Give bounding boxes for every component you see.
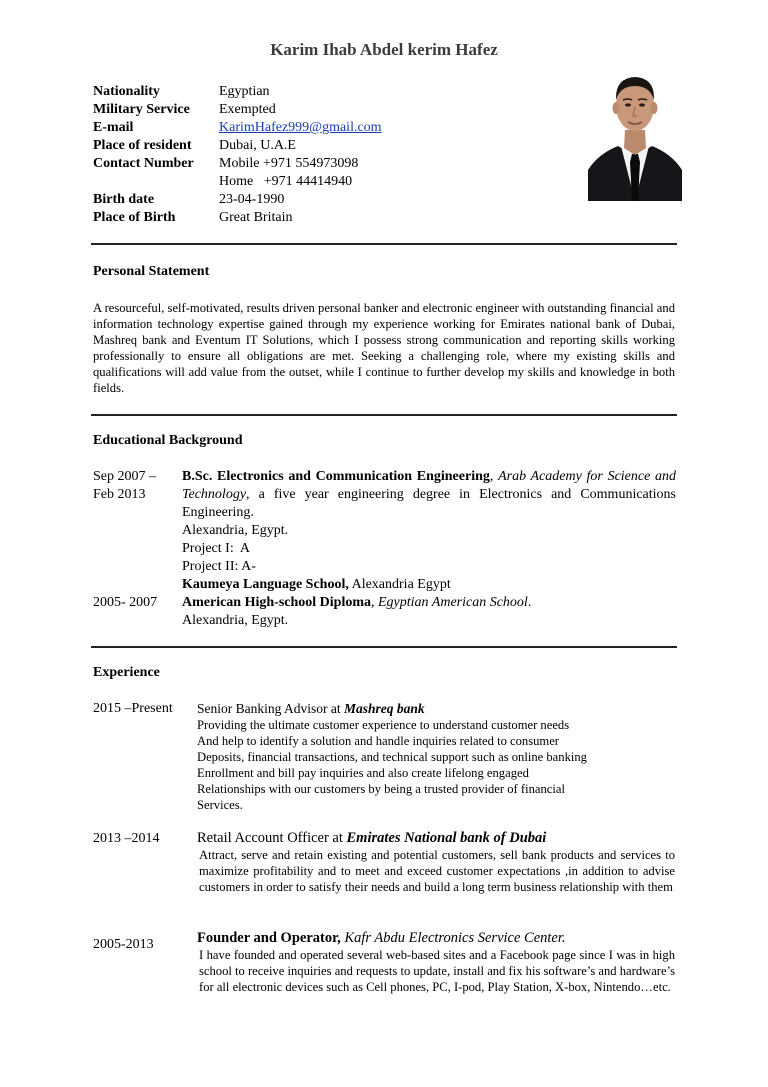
nationality-label: Nationality [93, 84, 160, 99]
education-heading: Educational Background [93, 433, 243, 448]
nationality-value: Egyptian [219, 84, 270, 99]
edu2-school: Egyptian American School [378, 595, 528, 610]
edu1-entry [182, 468, 676, 594]
portrait-illustration [588, 58, 682, 201]
edu2-date: 2005- 2007 [93, 595, 158, 610]
job1-line: Services. [197, 798, 243, 812]
edu1-location: Alexandria, Egypt. [182, 523, 289, 538]
military-value: Exempted [219, 102, 276, 117]
edu2-end: . [527, 595, 532, 610]
job1-title-line [197, 700, 677, 717]
job2-date: 2013 –2014 [93, 831, 160, 846]
job2-entry [197, 829, 675, 895]
statement-heading: Personal Statement [93, 264, 210, 279]
job1-company: Mashreq bank [344, 701, 425, 716]
edu2-location: Alexandria, Egypt. [182, 613, 289, 628]
birth-date-label: Birth date [93, 192, 155, 207]
edu2-sep: , [371, 595, 378, 610]
edu1-degree-line [182, 468, 676, 522]
edu1-project2: Project II: A- [182, 559, 256, 574]
job3-text: I have founded and operated several web-based sites and a Facebook page since I was in high school to receive inquiries and requests to update, install and fix his software’s and hardware’s for all electronic devices such as Cell phones, PC, I-pod, Play Station, X-box, Nintendo…etc. [199, 948, 675, 994]
job1-entry [197, 700, 677, 813]
job1-line: Deposits, financial transactions, and technical support such as online banking [197, 750, 587, 764]
edu1-school: Arab Academy for Science and Technology [182, 469, 677, 502]
birth-date-value: 23-04-1990 [219, 192, 285, 207]
lang-school: Kaumeya Language School, [182, 577, 349, 592]
cv-name: Karim Ihab Abdel kerim Hafez [270, 40, 498, 59]
edu1-project1: Project I: A [182, 541, 251, 556]
experience-heading: Experience [93, 665, 160, 680]
edu2-entry [182, 594, 676, 630]
lang-location: Alexandria Egypt [348, 577, 451, 592]
job2-text: Attract, serve and retain existing and potential customers, sell bank products and services to maximize profitability and to meet and exceed customer expectations ,in addition to advise customers in order to satisfy their needs and build a long term business relationship with them [199, 848, 675, 894]
section-divider [91, 646, 677, 648]
contact-mobile: Mobile +971 554973098 [219, 156, 359, 171]
job2-title: Retail Account Officer at [197, 830, 347, 846]
job1-line: Providing the ultimate customer experience to understand customer needs [197, 718, 570, 732]
edu1-lang-line [182, 576, 676, 594]
job1-line: And help to identify a solution and handle inquiries related to consumer [197, 734, 559, 748]
section-divider [91, 243, 677, 245]
contact-home: Home +971 44414940 [219, 174, 353, 189]
edu1-desc: , a five year engineering degree in Electronics and Communications Engineering. [182, 487, 676, 520]
email-label: E-mail [93, 120, 134, 135]
job1-line: Enrollment and bill pay inquiries and also create lifelong engaged [197, 766, 529, 780]
job3-company: Kafr Abdu Electronics Service Center. [340, 930, 566, 946]
email-link[interactable]: KarimHafez999@gmail.com [219, 120, 382, 135]
birth-place-value: Great Britain [219, 210, 293, 225]
residence-value: Dubai, U.A.E [219, 138, 296, 153]
edu1-degree: B.Sc. Electronics and Communication Engineering [182, 469, 490, 484]
job1-line: Relationships with our customers by being a trusted provider of financial [197, 782, 565, 796]
job1-date: 2015 –Present [93, 701, 173, 716]
military-label: Military Service [93, 102, 190, 117]
edu1-date-start: Sep 2007 – [93, 469, 156, 484]
birth-place-label: Place of Birth [93, 210, 176, 225]
job2-company: Emirates National bank of Dubai [346, 830, 547, 846]
email-value [219, 119, 382, 137]
contact-label: Contact Number [93, 156, 194, 171]
edu1-sep: , [489, 469, 499, 484]
statement-text: A resourceful, self-motivated, results driven personal banker and electronic engineer with outstanding financial and information technology expertise gained through my experience working for Emirates national bank of Dubai, Mashreq bank and Eventum IT Solutions, which I possess strong communication and reporting skills working professionally to ensure all obligations are met. Seeking a challenging role, where my existing skills and qualifications will add value from the outset, while I continue to further develop my skills and knowledge in both fields. [93, 301, 675, 395]
job3-title: Founder and Operator, [197, 930, 341, 946]
job3-entry [197, 929, 675, 995]
job1-title: Senior Banking Advisor at [197, 701, 344, 716]
profile-photo [588, 58, 682, 201]
job3-title-line [197, 929, 675, 947]
edu1-date-end: Feb 2013 [93, 487, 146, 502]
job2-title-line [197, 829, 675, 847]
job3-date: 2005-2013 [93, 937, 154, 952]
residence-label: Place of resident [93, 138, 192, 153]
section-divider [91, 414, 677, 416]
edu2-degree: American High-school Diploma [182, 595, 371, 610]
edu2-degree-line [182, 594, 676, 612]
